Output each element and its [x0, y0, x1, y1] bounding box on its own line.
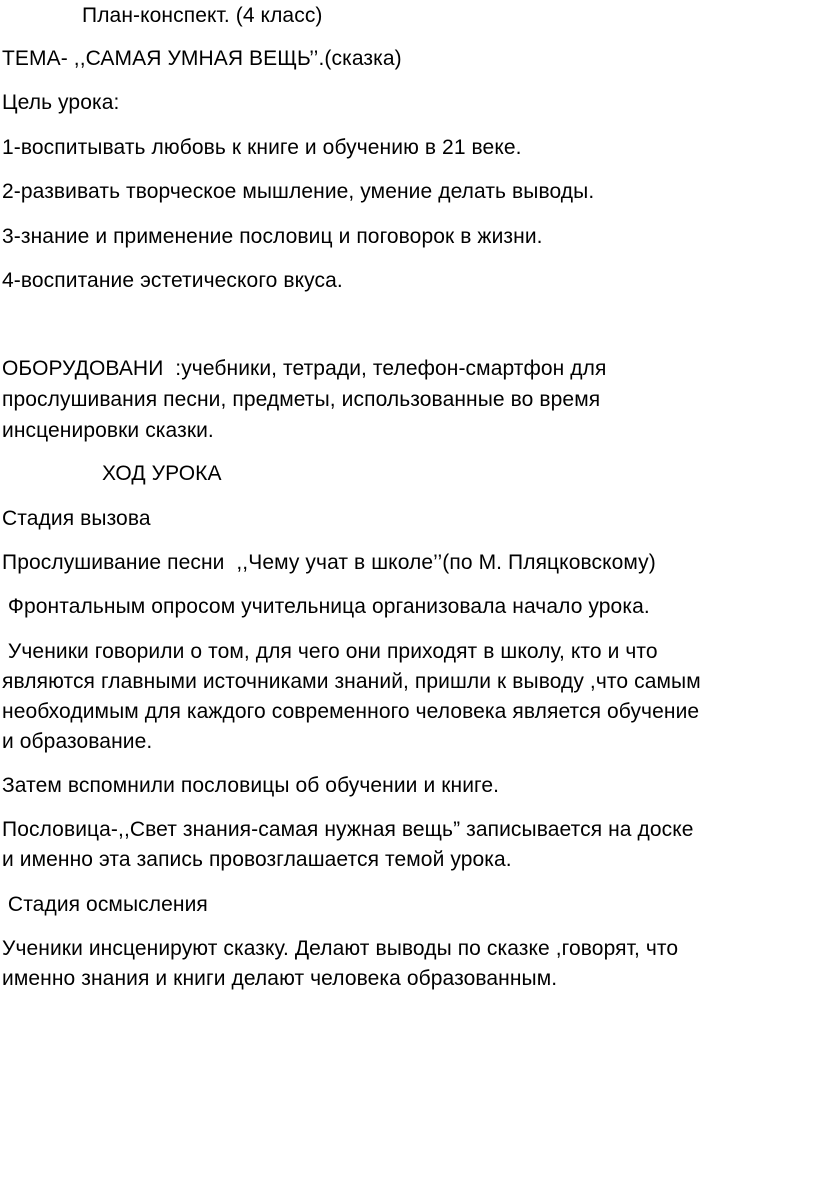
proverbs-recall-line: Затем вспомнили пословицы об обучении и книге.	[2, 774, 500, 797]
proverb-line: Пословица-,,Свет знания-самая нужная вещь” записывается на доске	[2, 818, 694, 841]
lesson-progress-heading: ХОД УРОКА	[102, 462, 222, 485]
equipment-line: ОБОРУДОВАНИ :учебники, тетради, телефон-смартфон для	[2, 357, 607, 380]
students-talk-line: необходимым для каждого современного человека является обучение	[2, 700, 700, 723]
song-line: Прослушивание песни ,,Чему учат в школе’’(по М. Пляцковскому)	[2, 551, 656, 574]
frontal-line: Фронтальным опросом учительница организовала начало урока.	[2, 595, 650, 618]
lesson-topic: ТЕМА- ,,САМАЯ УМНАЯ ВЕЩЬ’’.(сказка)	[2, 47, 402, 70]
staging-line: Ученики инсценируют сказку. Делают выводы по сказке ,говорят, что	[2, 937, 679, 960]
students-talk-line: и образование.	[2, 730, 153, 753]
equipment-line: инсценировки сказки.	[2, 419, 214, 442]
goal-item: 4-воспитание эстетического вкуса.	[2, 269, 343, 292]
goal-item: 3-знание и применение пословиц и поговорок в жизни.	[2, 225, 543, 248]
students-talk-line: являются главными источниками знаний, пришли к выводу ,что самым	[2, 670, 701, 693]
proverb-line: и именно эта запись провозглашается темой урока.	[2, 848, 512, 871]
goal-item: 1-воспитывать любовь к книге и обучению в 21 веке.	[2, 136, 522, 159]
document-heading: План-конспект. (4 класс)	[82, 4, 323, 27]
staging-line: именно знания и книги делают человека образованным.	[2, 967, 558, 990]
goal-title: Цель урока:	[2, 91, 120, 114]
students-talk-line: Ученики говорили о том, для чего они приходят в школу, кто и что	[2, 640, 658, 663]
stage-title: Стадия вызова	[2, 507, 151, 530]
stage-title: Стадия осмысления	[2, 893, 208, 916]
equipment-line: прослушивания песни, предметы, использованные во время	[2, 388, 601, 411]
goal-item: 2-развивать творческое мышление, умение делать выводы.	[2, 180, 595, 203]
